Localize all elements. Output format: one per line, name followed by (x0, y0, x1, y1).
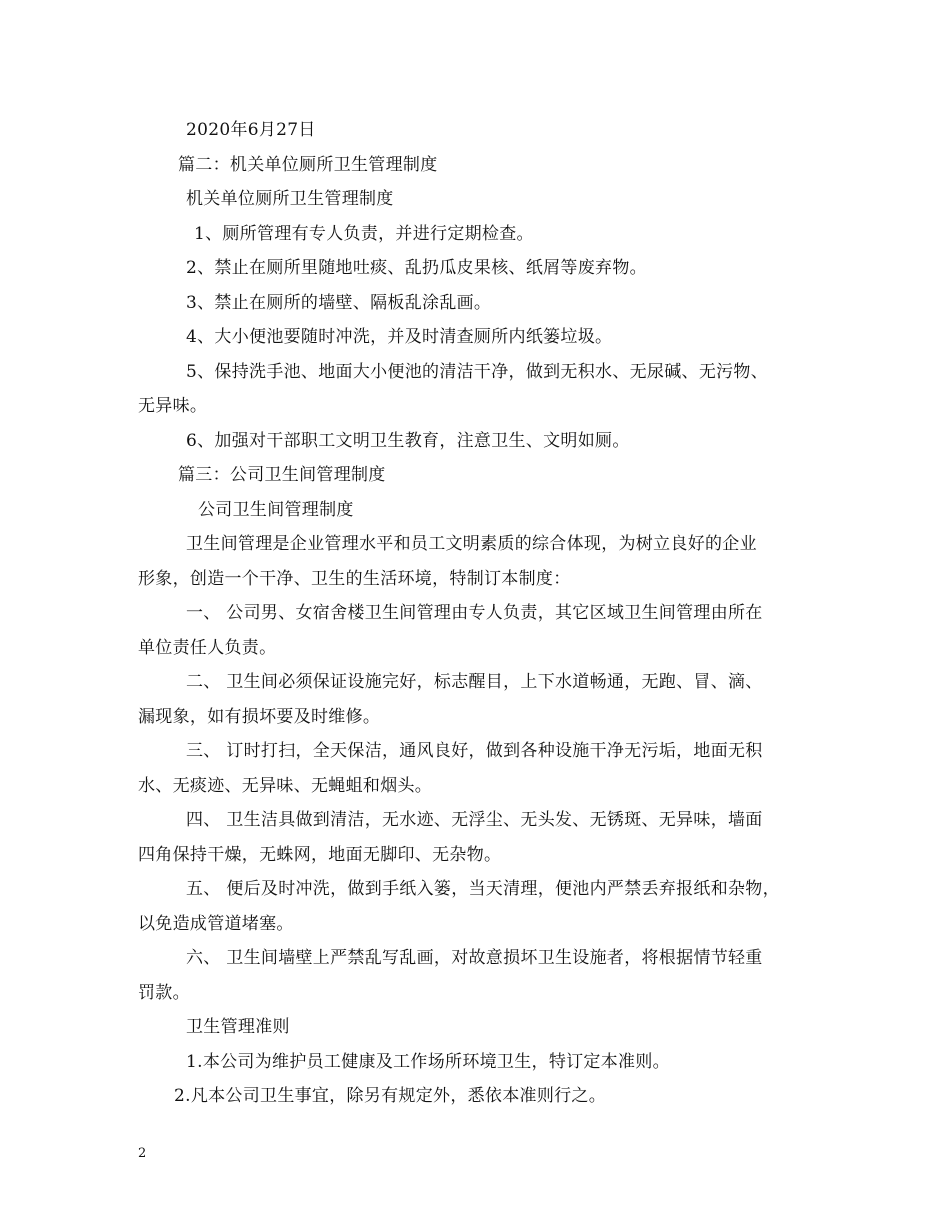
section-heading: 篇三：公司卫生间管理制度 (178, 465, 386, 485)
paragraph-line: 二、 卫生间必须保证设施完好，标志醒目，上下水道畅通，无跑、冒、滴、 (186, 672, 763, 692)
paragraph-line: 三、 订时打扫，全天保洁，通风良好，做到各种设施干净无污垢，地面无积 (186, 741, 763, 761)
paragraph-line: 1.本公司为维护员工健康及工作场所环境卫生，特订定本准则。 (186, 1052, 670, 1072)
paragraph-line: 四、 卫生洁具做到清洁，无水迹、无浮尘、无头发、无锈斑、无异味，墙面 (186, 810, 763, 830)
paragraph-line: 水、无痰迹、无异味、无蝇蛆和烟头。 (138, 776, 433, 796)
paragraph-line: 4、大小便池要随时冲洗，并及时清查厕所内纸篓垃圾。 (186, 327, 613, 347)
section-heading: 篇二：机关单位厕所卫生管理制度 (178, 155, 438, 175)
paragraph-line: 五、 便后及时冲洗，做到手纸入篓，当天清理，便池内严禁丢弃报纸和杂物， (186, 879, 780, 899)
page-number: 2 (138, 1146, 147, 1161)
paragraph-line: 六、 卫生间墙壁上严禁乱写乱画，对故意损坏卫生设施者，将根据情节轻重 (186, 948, 763, 968)
paragraph-line: 无异味。 (138, 396, 208, 416)
paragraph-line: 2.凡本公司卫生事宜，除另有规定外，悉依本准则行之。 (174, 1086, 607, 1106)
paragraph-line: 一、 公司男、女宿舍楼卫生间管理由专人负责，其它区域卫生间管理由所在 (186, 603, 763, 623)
paragraph-line: 2、禁止在厕所里随地吐痰、乱扔瓜皮果核、纸屑等废弃物。 (186, 258, 647, 278)
document-title: 机关单位厕所卫生管理制度 (186, 189, 394, 209)
paragraph-line: 5、保持洗手池、地面大小便池的清洁干净，做到无积水、无尿碱、无污物、 (186, 362, 769, 382)
document-title: 公司卫生间管理制度 (198, 500, 354, 520)
paragraph-line: 1、厕所管理有专人负责，并进行定期检查。 (194, 224, 534, 244)
subsection-heading: 卫生管理准则 (186, 1017, 290, 1037)
paragraph-line: 单位责任人负责。 (138, 638, 277, 658)
paragraph-line: 以免造成管道堵塞。 (138, 914, 294, 934)
paragraph-line: 形象，创造一个干净、卫生的生活环境，特制订本制度： (138, 569, 571, 589)
paragraph-line: 罚款。 (138, 983, 190, 1003)
date-line: 2020年6月27日 (186, 120, 316, 140)
paragraph-line: 四角保持干燥，无蛛网，地面无脚印、无杂物。 (138, 845, 502, 865)
paragraph-line: 6、加强对干部职工文明卫生教育，注意卫生、文明如厕。 (186, 431, 630, 451)
paragraph-line: 卫生间管理是企业管理水平和员工文明素质的综合体现，为树立良好的企业 (186, 534, 757, 554)
paragraph-line: 漏现象，如有损坏要及时维修。 (138, 707, 381, 727)
paragraph-line: 3、禁止在厕所的墙壁、隔板乱涂乱画。 (186, 293, 492, 313)
